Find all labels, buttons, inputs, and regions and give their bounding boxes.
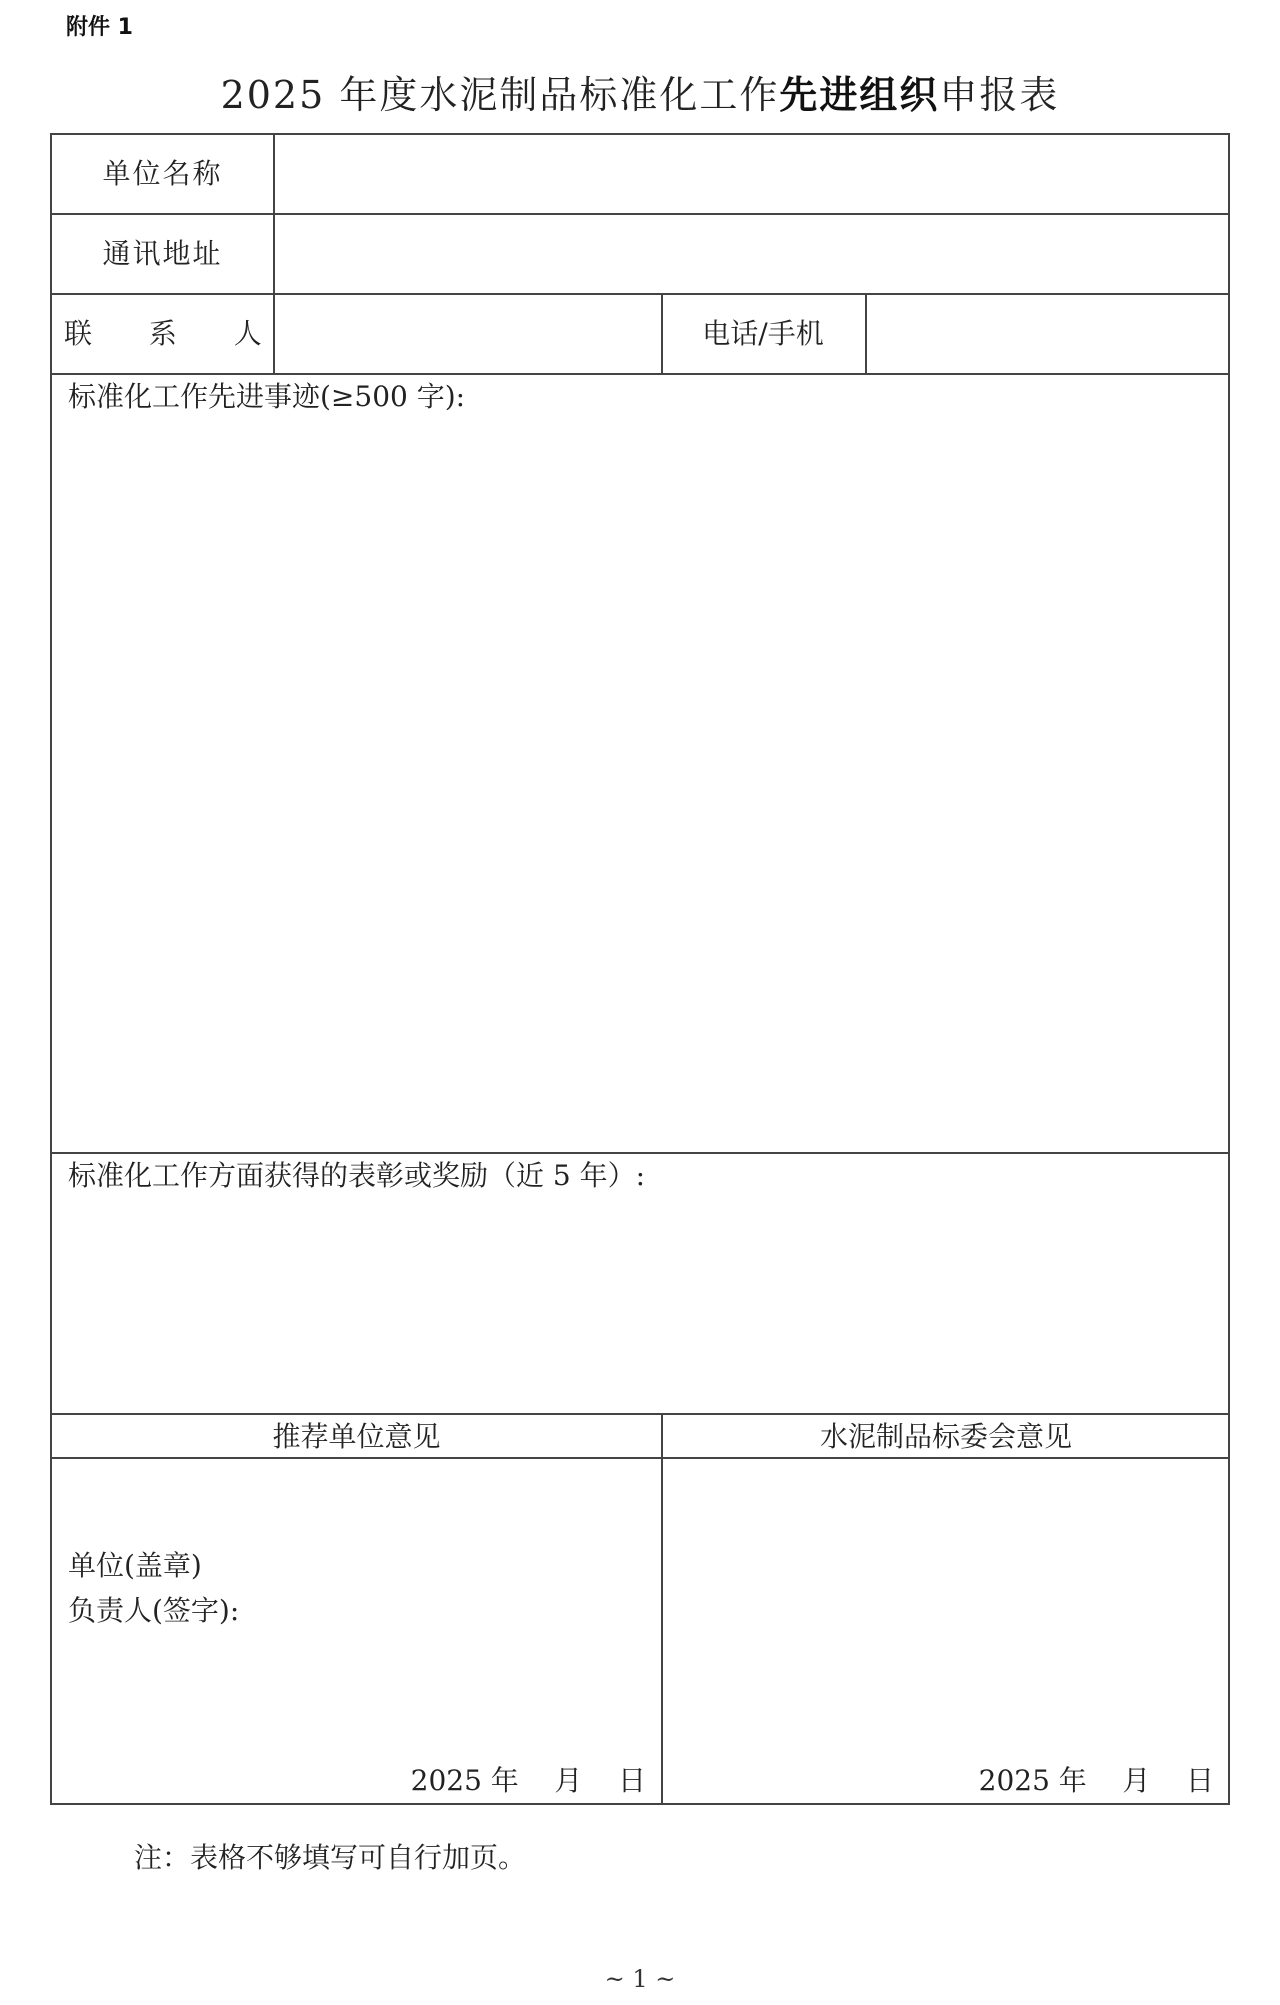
contact-label: 联 系 人 — [64, 317, 286, 350]
page-title — [0, 64, 1280, 119]
phone-field[interactable] — [866, 295, 1229, 371]
page-number: ~ 1 ~ — [604, 1965, 676, 1993]
title-suffix: 申报表 — [939, 73, 1060, 117]
recommend-date: 2025 年 月 日 — [410, 1764, 646, 1797]
unit-name-label: 单位名称 — [102, 157, 223, 190]
title-emphasis: 先进组织 — [779, 72, 940, 117]
committee-date: 2025 年 月 日 — [978, 1764, 1214, 1797]
title-prefix: 2025 年度水泥制品标准化工作 — [220, 73, 780, 117]
unit-name-field[interactable] — [274, 137, 1229, 213]
phone-label: 电话/手机 — [702, 317, 824, 350]
footer-note: 注：表格不够填写可自行加页。 — [134, 1841, 527, 1874]
recommend-opinion-header: 推荐单位意见 — [272, 1420, 441, 1453]
row-divider — [52, 1152, 1228, 1154]
row-divider — [52, 373, 1228, 375]
seal-label: 单位(盖章) — [68, 1549, 202, 1582]
awards-field[interactable] — [54, 1203, 1228, 1408]
row-divider — [52, 1413, 1228, 1415]
awards-label: 标准化工作方面获得的表彰或奖励（近 5 年）: — [68, 1159, 646, 1192]
address-field[interactable] — [274, 215, 1229, 291]
achievements-label: 标准化工作先进事迹(≥500 字): — [68, 380, 466, 413]
recommend-opinion-field[interactable] — [54, 1459, 659, 1759]
application-form — [50, 133, 1230, 1805]
attachment-label: 附件 1 — [66, 15, 133, 40]
signer-label: 负责人(签字): — [68, 1594, 240, 1627]
contact-field[interactable] — [274, 295, 660, 371]
committee-opinion-field[interactable] — [663, 1459, 1229, 1759]
committee-opinion-header: 水泥制品标委会意见 — [819, 1420, 1072, 1453]
achievements-field[interactable] — [54, 425, 1228, 1145]
address-label: 通讯地址 — [102, 237, 223, 270]
